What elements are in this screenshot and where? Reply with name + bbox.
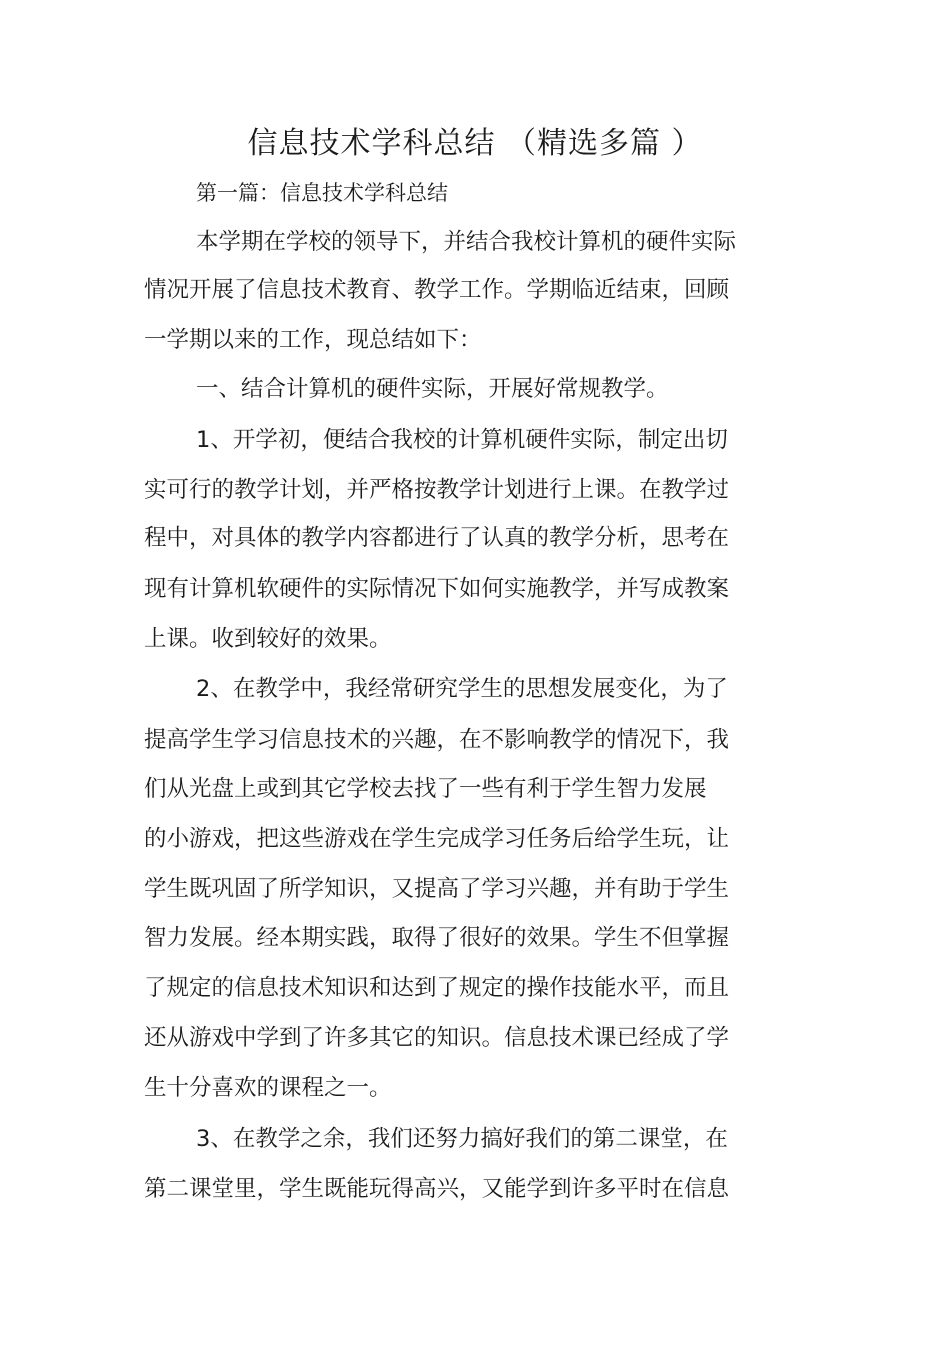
text-line: 们从光盘上或到其它学校去找了一些有利于学生智力发展 [144, 776, 707, 802]
text-line: 本学期在学校的领导下，并结合我校计算机的硬件实际 [196, 229, 737, 255]
text-line: 1、开学初，便结合我校的计算机硬件实际，制定出切 [196, 427, 728, 453]
text-line: 现有计算机软硬件的实际情况下如何实施教学，并写成教案 [144, 576, 730, 602]
text-line: 2、在教学中，我经常研究学生的思想发展变化，为了 [196, 676, 728, 702]
text-line: 还从游戏中学到了许多其它的知识。信息技术课已经成了学 [144, 1025, 730, 1051]
text-line: 了规定的信息技术知识和达到了规定的操作技能水平，而且 [144, 975, 730, 1001]
text-line: 一学期以来的工作，现总结如下： [144, 327, 482, 353]
text-line: 提高学生学习信息技术的兴趣，在不影响教学的情况下，我 [144, 727, 730, 753]
text-line: 智力发展。经本期实践，取得了很好的效果。学生不但掌握 [144, 925, 730, 951]
text-line: 的小游戏，把这些游戏在学生完成学习任务后给学生玩，让 [144, 826, 730, 852]
text-line: 实可行的教学计划，并严格按教学计划进行上课。在教学过 [144, 477, 730, 503]
text-line: 第二课堂里，学生既能玩得高兴，又能学到许多平时在信息 [144, 1176, 730, 1202]
text-line: 3、在教学之余，我们还努力搞好我们的第二课堂，在 [196, 1126, 728, 1152]
document-title: 信息技术学科总结 （精选多篇 ） [247, 126, 703, 161]
text-line: 情况开展了信息技术教育、教学工作。学期临近结束，回顾 [144, 277, 730, 303]
text-line: 程中，对具体的教学内容都进行了认真的教学分析，思考在 [144, 525, 730, 551]
section-heading: 第一篇：信息技术学科总结 [196, 181, 448, 205]
text-line: 学生既巩固了所学知识，又提高了学习兴趣，并有助于学生 [144, 876, 730, 902]
text-line: 上课。收到较好的效果。 [144, 626, 392, 652]
text-line: 生十分喜欢的课程之一。 [144, 1075, 392, 1101]
text-line: 一、结合计算机的硬件实际，开展好常规教学。 [196, 376, 669, 402]
